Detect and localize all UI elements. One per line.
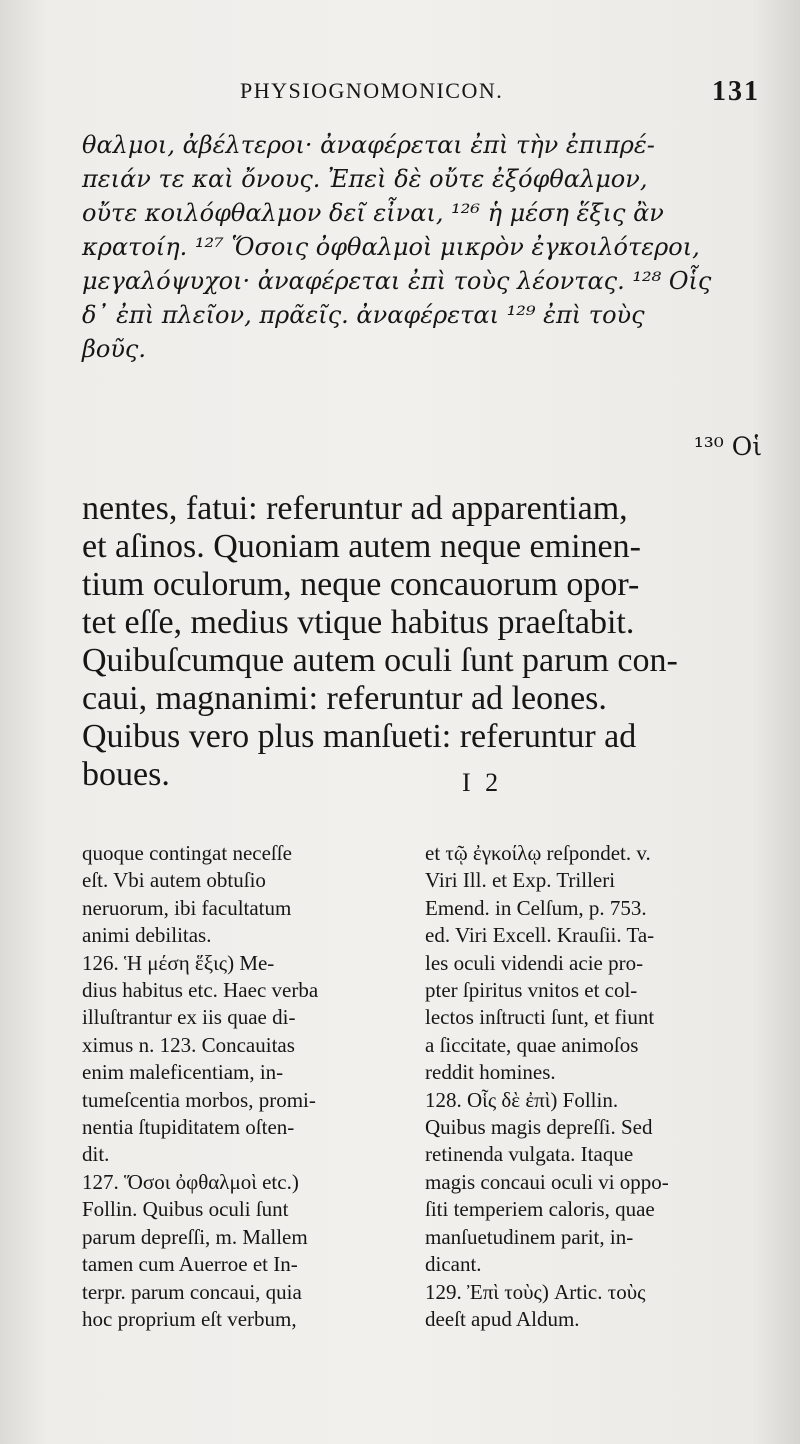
latin-translation-block (82, 490, 757, 794)
note-line: ſiti temperiem caloris, quae (425, 1197, 655, 1222)
latin-line: tet eſſe, medius vtique habitus praeſtabit. (82, 604, 635, 641)
notes-right-column (425, 840, 755, 1333)
note-line: manſuetudinem parit, in- (425, 1224, 634, 1249)
note-line: et τῷ ἐγκοίλῳ reſpondet. v. (425, 841, 651, 865)
note-line: eſt. Vbi autem obtuſio (82, 868, 266, 893)
page-header (240, 78, 760, 114)
note-line: 129. Ἐπὶ τοὺς) Artic. τοὺς (425, 1279, 646, 1304)
note-line: magis concaui oculi vi oppo- (425, 1169, 669, 1194)
greek-line: βοῦς. (82, 335, 146, 363)
note-line: retinenda vulgata. Itaque (425, 1142, 634, 1167)
note-line: dit. (82, 1142, 110, 1167)
note-line: ed. Viri Excell. Krauſii. Ta- (425, 923, 655, 948)
note-line: 128. Οἷς δὲ ἐπὶ) Follin. (425, 1087, 619, 1112)
note-line: 126. Ἡ μέση ἕξις) Me- (82, 950, 275, 975)
signature-mark: I 2 (462, 768, 503, 797)
greek-line: πειάν τε καὶ ὄνους. Ἐπεὶ δὲ οὔτε ἐξόφθαλμον, (82, 165, 648, 193)
note-line: enim maleficentiam, in- (82, 1060, 284, 1085)
note-line: Follin. Quibus oculi ſunt (82, 1197, 289, 1222)
page-number: 131 (712, 76, 760, 107)
note-line: nentia ſtupiditatem oſten- (82, 1115, 295, 1140)
note-line: tamen cum Auerroe et In- (82, 1252, 298, 1277)
note-line: ximus n. 123. Concauitas (82, 1032, 295, 1057)
latin-line: Quibus vero plus manſueti: referuntur ad (82, 718, 637, 755)
note-line: reddit homines. (425, 1060, 556, 1085)
note-line: hoc proprium eſt verbum, (82, 1306, 297, 1331)
greek-line: θαλμοι, ἀβέλτεροι· ἀναφέρεται ἐπὶ τὴν ἐπιπρέ- (82, 131, 655, 159)
note-line: deeſt apud Aldum. (425, 1306, 580, 1331)
note-line: 127. Ὅσοι ὀφθαλμοὶ etc.) (82, 1169, 299, 1194)
note-line: pter ſpiritus vnitos et col- (425, 978, 638, 1003)
greek-line: κρατοίη. ¹²⁷ Ὅσοις ὀφθαλμοὶ μικρὸν ἐγκοιλότεροι, (82, 233, 700, 261)
greek-line: μεγαλόψυχοι· ἀναφέρεται ἐπὶ τοὺς λέοντας. ¹²⁸ Οἷς (82, 267, 712, 295)
greek-continuation: ¹³⁰ Οἱ (693, 432, 762, 461)
note-line: terpr. parum concaui, quia (82, 1279, 302, 1304)
note-line: Quibus magis depreſſi. Sed (425, 1115, 653, 1140)
note-line: quoque contingat neceſſe (82, 841, 292, 865)
running-title: PHYSIOGNOMONICON. (240, 78, 504, 103)
latin-line: nentes, fatui: referuntur ad apparentiam, (82, 490, 628, 527)
note-line: les oculi videndi acie pro- (425, 950, 644, 975)
latin-line: Quibuſcumque autem oculi ſunt parum con- (82, 642, 678, 679)
note-line: dius habitus etc. Haec verba (82, 978, 319, 1003)
greek-line: δ᾽ ἐπὶ πλεῖον, πρᾶεῖς. ἀναφέρεται ¹²⁹ ἐπὶ τοὺς (82, 301, 645, 329)
note-line: lectos inſtructi ſunt, et fiunt (425, 1005, 655, 1030)
latin-line: caui, magnanimi: referuntur ad leones. (82, 680, 607, 717)
note-line: Viri Ill. et Exp. Trilleri (425, 868, 616, 893)
note-line: a ſiccitate, quae animoſos (425, 1032, 639, 1057)
greek-line: οὔτε κοιλόφθαλμον δεῖ εἶναι, ¹²⁶ ἡ μέση ἕξις ἂν (82, 199, 664, 227)
note-line: illuſtrantur ex iis quae di- (82, 1005, 296, 1030)
latin-line: et aſinos. Quoniam autem neque eminen- (82, 528, 641, 565)
note-line: animi debilitas. (82, 923, 212, 948)
note-line: neruorum, ibi facultatum (82, 895, 292, 920)
latin-line: boues. (82, 756, 170, 793)
greek-text-block (82, 128, 762, 366)
note-line: Emend. in Celſum, p. 753. (425, 895, 647, 920)
note-line: parum depreſſi, m. Mallem (82, 1224, 308, 1249)
note-line: dicant. (425, 1252, 482, 1277)
note-line: tumeſcentia morbos, promi- (82, 1087, 316, 1112)
latin-line: tium oculorum, neque concauorum opor- (82, 566, 640, 603)
notes-left-column (82, 840, 412, 1333)
